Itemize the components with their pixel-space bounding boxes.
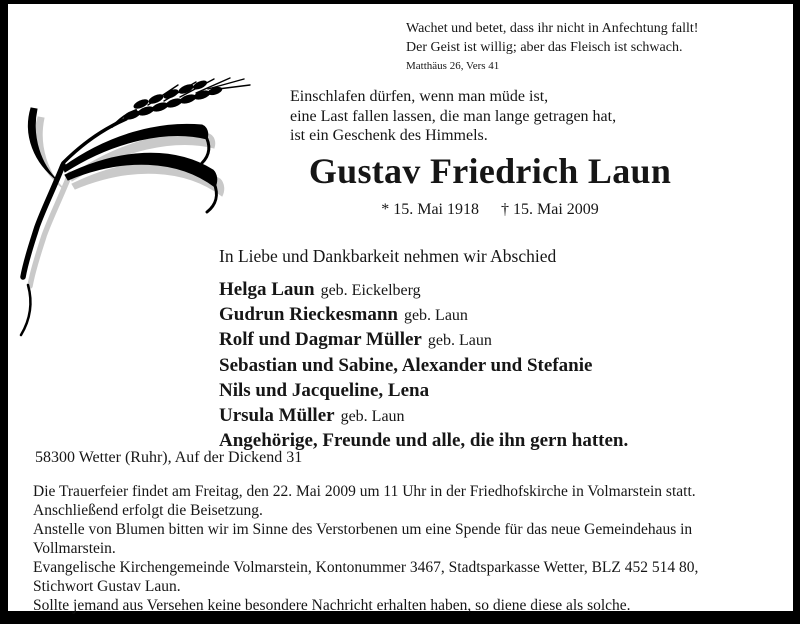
mourner-suffix: geb. Laun [340, 408, 405, 426]
birth-date: * 15. Mai 1918 [381, 201, 479, 218]
farewell-line: In Liebe und Dankbarkeit nehmen wir Abschied [219, 246, 557, 266]
mourner-suffix: geb. Eickelberg [320, 282, 421, 299]
mourner-row [219, 303, 634, 328]
mourner-name: Rolf und Dagmar Müller [219, 329, 422, 351]
poem-line-2: eine Last fallen lassen, die man lange getragen hat, [290, 107, 617, 125]
notice-line-5: Evangelische Kirchengemeinde Volmarstein, Kontonummer 3467, Stadtsparkasse Wetter, BLZ 452 514 80, [33, 559, 699, 576]
notice-line-6: Stichwort Gustav Laun. [33, 578, 181, 595]
death-date: † 15. Mai 2009 [501, 201, 599, 218]
poem-line-3: ist ein Geschenk des Himmels. [290, 127, 488, 144]
scripture-quote [406, 19, 698, 73]
mourner-suffix: geb. Laun [427, 332, 492, 350]
mourner-name: Helga Laun [219, 279, 315, 300]
mourner-name: Angehörige, Freunde und alle, die ihn gern hatten. [219, 430, 629, 452]
deceased-block [288, 151, 692, 219]
mourner-row [219, 379, 634, 404]
mourner-name: Sebastian und Sabine, Alexander und Stefanie [219, 354, 593, 376]
life-dates [288, 201, 692, 219]
mourner-name: Nils und Jacqueline, Lena [219, 379, 430, 401]
mourner-row [219, 404, 634, 429]
funeral-notice [33, 482, 781, 615]
notice-line-4: Vollmarstein. [33, 540, 116, 557]
scripture-line-1: Wachet und betet, dass ihr nicht in Anfechtung fallt! [406, 21, 699, 36]
poem [290, 87, 616, 146]
poem-line-1: Einschlafen dürfen, wenn man müde ist, [290, 88, 549, 105]
deceased-name: Gustav Friedrich Laun [308, 151, 672, 191]
notice-line-2: Anschließend erfolgt die Beisetzung. [33, 502, 263, 519]
scripture-source: Matthäus 26, Vers 41 [406, 60, 500, 72]
scripture-line-2: Der Geist ist willig; aber das Fleisch ist schwach. [406, 40, 683, 55]
mourner-suffix: geb. Laun [403, 307, 468, 325]
notice-line-1: Die Trauerfeier findet am Freitag, den 22. Mai 2009 um 11 Uhr in der Friedhofskirche in Volmarstein statt. [33, 483, 696, 500]
mourner-row [219, 354, 634, 379]
mourner-row [219, 328, 634, 353]
frame-border-right [793, 0, 800, 624]
mourners-list [219, 278, 634, 454]
notice-line-7: Sollte jemand aus Versehen keine besondere Nachricht erhalten haben, so diene diese als solche. [33, 597, 631, 614]
mourner-name: Ursula Müller [219, 405, 335, 427]
mourner-name: Gudrun Rieckesmann [219, 304, 398, 326]
mourner-row [219, 278, 634, 303]
notice-line-3: Anstelle von Blumen bitten wir im Sinne des Verstorbenen um eine Spende für das neue Gemeindehaus in [33, 521, 693, 538]
frame-border-left [0, 0, 8, 624]
frame-border-top [0, 0, 800, 4]
home-address: 58300 Wetter (Ruhr), Auf der Dickend 31 [35, 449, 303, 466]
